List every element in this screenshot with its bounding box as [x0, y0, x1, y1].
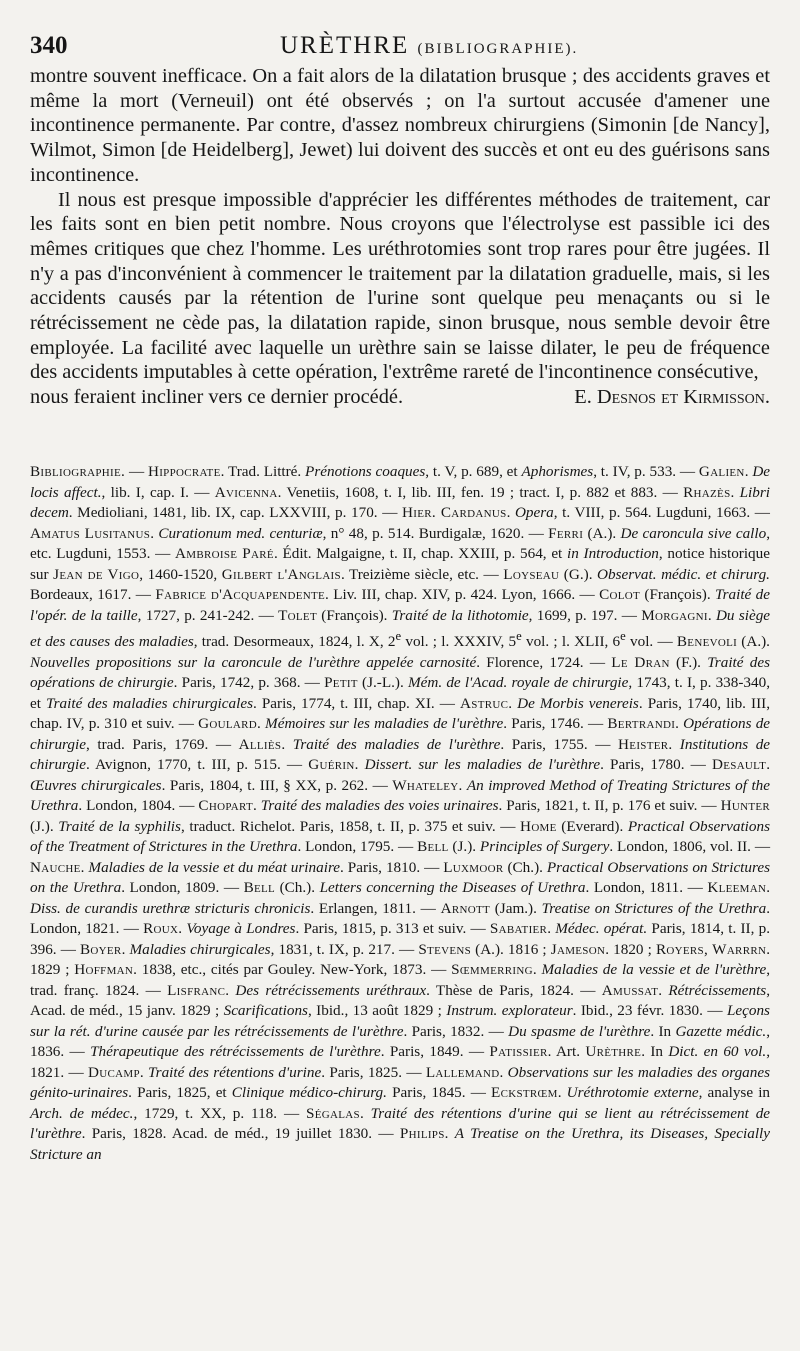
paragraph-2-last-line: nous feraient incliner vers ce dernier procédé. [30, 386, 404, 409]
running-title-main: URÈTHRE [280, 32, 410, 59]
running-header [30, 28, 770, 64]
running-title [280, 28, 578, 67]
bibliography-text: Bibliographie. — Hippocrate. Trad. Littré. Prénotions coaques, t. V, p. 689, et Aphorismes, t. IV, p. 533. — Galien. De locis affect., lib. I, cap. I. — Avicenna. Venetiis, 1608, t. I, lib. III, fen. 19 ; tract. I, p. 882 et 883. — Rhazès. Libri decem. Medioliani, 1481, lib. IX, cap. LXXVIII, p. 170. — Hier. Cardanus. Opera, t. VIII, p. 564. Lugduni, 1663. — Amatus Lusitanus. Curationum med. centuriæ, n° 48, p. 514. Burdigalæ, 1620. — Ferri (A.). De caroncula sive callo, etc. Lugduni, 1553. — Ambroise Paré. Édit. Malgaigne, t. II, chap. XXIII, p. 564, et in Introduction, notice historique sur Jean de Vigo, 1460-1520, Gilbert l'Anglais. Treizième siècle, etc. — Loyseau (G.). Observat. médic. et chirurg. Bordeaux, 1617. — Fabrice d'Acquapendente. Liv. III, chap. XIV, p. 424. Lyon, 1666. — Colot (François). Traité de l'opér. de la taille, 1727, p. 241-242. — Tolet (François). Traité de la lithotomie, 1699, p. 197. — Morgagni. Du siège et des causes des maladies, trad. Desormeaux, 1824, l. X, 2e vol. ; l. XXXIV, 5e vol. ; l. XLII, 6e vol. — Benevoli (A.). Nouvelles propositions sur la caroncule de l'urèthre appelée carnosité. Florence, 1724. — Le Dran (F.). Traité des opérations de chirurgie. Paris, 1742, p. 368. — Petit (J.-L.). Mém. de l'Acad. royale de chirurgie, 1743, t. I, p. 338-340, et Traité des maladies chirurgicales. Paris, 1774, t. III, chap. XI. — Astruc. De Morbis venereis. Paris, 1740, lib. III, chap. IV, p. 310 et suiv. — Goulard. Mémoires sur les maladies de l'urèthre. Paris, 1746. — Bertrandi. Opérations de chirurgie, trad. Paris, 1769. — Alliès. Traité des maladies de l'urèthre. Paris, 1755. — Heister. Institutions de chirurgie. Avignon, 1770, t. III, p. 515. — Guérin. Dissert. sur les maladies de l'urèthre. Paris, 1780. — Desault. Œuvres chirurgicales. Paris, 1804, t. III, § XX, p. 262. — Whateley. An improved Method of Treating Strictures of the Urethra. London, 1804. — Chopart. Traité des maladies des voies urinaires. Paris, 1821, t. II, p. 176 et suiv. — Hunter (J.). Traité de la syphilis, traduct. Richelot. Paris, 1858, t. II, p. 375 et suiv. — Home (Everard). Practical Observations of the Treatment of Strictures in the Urethra. London, 1795. — Bell (J.). Principles of Surgery. London, 1806, vol. II. — Nauche. Maladies de la vessie et du méat urinaire. Paris, 1810. — Luxmoor (Ch.). Practical Observations on Strictures on the Urethra. London, 1809. — Bell (Ch.). Letters concerning the Diseases of Urethra. London, 1811. — Kleeman. Diss. de curandis urethræ stricturis chronicis. Erlangen, 1811. — Arnott (Jam.). Treatise on Strictures of the Urethra. London, 1821. — Roux. Voyage à Londres. Paris, 1815, p. 313 et suiv. — Sabatier. Médec. opérat. Paris, 1814, t. II, p. 396. — Boyer. Maladies chirurgicales, 1831, t. IX, p. 217. — Stevens (A.). 1816 ; Jameson. 1820 ; Royers, Warrrn. 1829 ; Hoffman. 1838, etc., cités par Gouley. New-York, 1873. — Sœmmerring. Maladies de la vessie et de l'urèthre, trad. franç. 1824. — Lisfranc. Des rétrécissements uréthraux. Thèse de Paris, 1824. — Amussat. Rétrécissements, Acad. de méd., 15 janv. 1829 ; Scarifications, Ibid., 13 août 1829 ; Instrum. explorateur. Ibid., 23 févr. 1830. — Leçons sur la rét. d'urine causée par les rétrécissements de l'urèthre. Paris, 1832. — Du spasme de l'urèthre. In Gazette médic., 1836. — Thérapeutique des rétrécissements de l'urèthre. Paris, 1849. — Patissier. Art. Urèthre. In Dict. en 60 vol., 1821. — Ducamp. Traité des rétentions d'urine. Paris, 1825. — Lallemand. Observations sur les maladies des organes génito-urinaires. Paris, 1825, et Clinique médico-chirurg. Paris, 1845. — Eckstrœm. Uréthrotomie externe, analyse in Arch. de médec., 1729, t. XX, p. 118. — Ségalas. Traité des rétentions d'urine qui se lient au rétrécissement de l'urèthre. Paris, 1828. Acad. de méd., 19 juillet 1830. — Philips. A Treatise on the Urethra, its Diseases, Specially Stricture an [30, 463, 771, 1163]
paragraph-1: montre souvent inefficace. On a fait alors de la dilatation brusque ; des accidents graves et même la mort (Verneuil) ont été observés ; on l'a surtout accusée d'amener une incontinence permanente. Par contre, d'assez nombreux chirurgiens (Simonin [de Nancy], Wilmot, Simon [de Heidelberg], Jewet) lui doivent des succès et ont eu des guérisons sans incontinence. [30, 65, 770, 186]
paragraph-2: Il nous est presque impossible d'apprécier les différentes méthodes de traitement, car les faits sont en bien petit nombre. Nous croyons que l'électrolyse est passible ici des mêmes critiques que chez l'homme. Les uréthrotomies sont trop rares pour être jugées. Il n'y a pas d'inconvénient à commencer le traitement par la dilatation graduelle, mais, si les accidents causés par la rétention de l'urine sont quelque peu menaçants ou si le rétrécissement ne cède pas, la dilatation rapide, sinon brusque, nous semble devoir être employée. La facilité avec laquelle un urèthre sain se laisse dilater, le peu de fréquence des accidents imputables à cette opération, l'extrême rareté de l'incontinence consécutive, [30, 188, 770, 384]
body-text [30, 64, 770, 410]
signature-line [30, 385, 770, 410]
page-number: 340 [30, 32, 68, 59]
author-signature: E. Desnos et Kirmisson. [574, 386, 770, 409]
bibliography-section [30, 462, 770, 1165]
running-title-subtitle: (BIBLIOGRAPHIE). [417, 41, 579, 57]
